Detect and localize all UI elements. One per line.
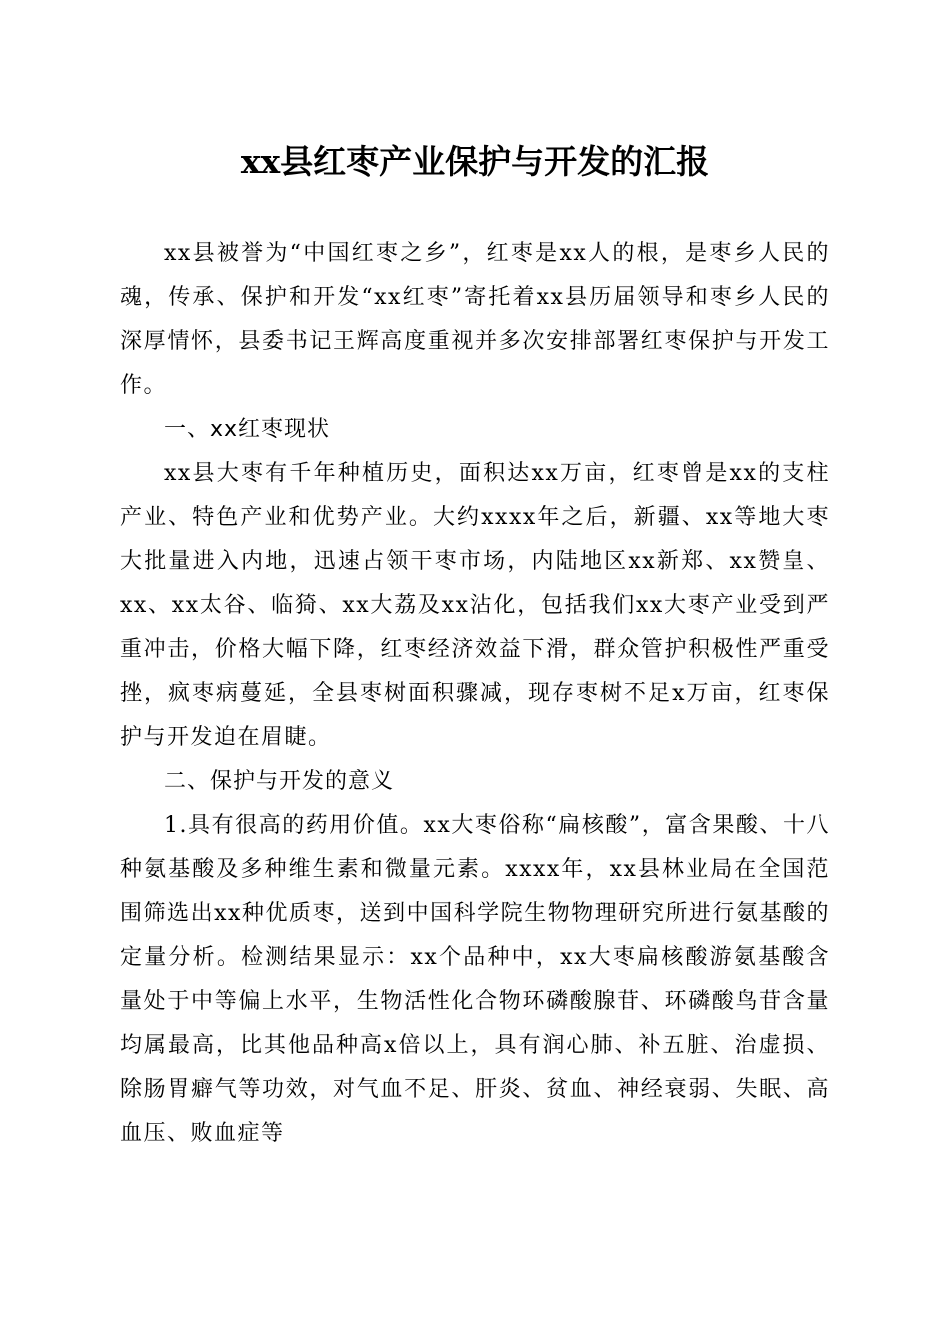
section-1-paragraph: xx县大枣有千年种植历史，面积达xx万亩，红枣曾是xx的支柱产业、特色产业和优势产业。大约xxxx年之后，新疆、xx等地大枣大批量进入内地，迅速占领干枣市场，内陆地区xx新郑、xx赞皇、xx、xx太谷、临猗、xx大荔及xx沾化，包括我们xx大枣产业受到严重冲击，价格大幅下降，红枣经济效益下滑，群众管护积极性严重受挫，疯枣病蔓延，全县枣树面积骤减，现存枣树不足x万亩，红枣保护与开发迫在眉睫。 bbox=[120, 461, 830, 750]
intro-paragraph: xx县被誉为“中国红枣之乡”，红枣是xx人的根，是枣乡人民的魂，传承、保护和开发“xx红枣”寄托着xx县历届领导和枣乡人民的深厚情怀，县委书记王辉高度重视并多次安排部署红枣保护与开发工作。 bbox=[120, 241, 830, 398]
document-title: xx县红枣产业保护与开发的汇报 bbox=[240, 142, 710, 181]
section-2-heading: 二、保护与开发的意义 bbox=[164, 769, 395, 794]
document-body bbox=[120, 232, 830, 1156]
section-1-heading: 一、xx红枣现状 bbox=[164, 417, 331, 442]
section-2-paragraph: 1.具有很高的药用价值。xx大枣俗称“扁核酸”，富含果酸、十八种氨基酸及多种维生素和微量元素。xxxx年，xx县林业局在全国范围筛选出xx种优质枣，送到中国科学院生物物理研究所进行氨基酸的定量分析。检测结果显示：xx个品种中，xx大枣扁核酸游氨基酸含量处于中等偏上水平，生物活性化合物环磷酸腺苷、环磷酸鸟苷含量均属最高，比其他品种高x倍以上，具有润心肺、补五脏、治虚损、除肠胃癖气等功效，对气血不足、肝炎、贫血、神经衰弱、失眠、高血压、败血症等 bbox=[120, 813, 830, 1146]
